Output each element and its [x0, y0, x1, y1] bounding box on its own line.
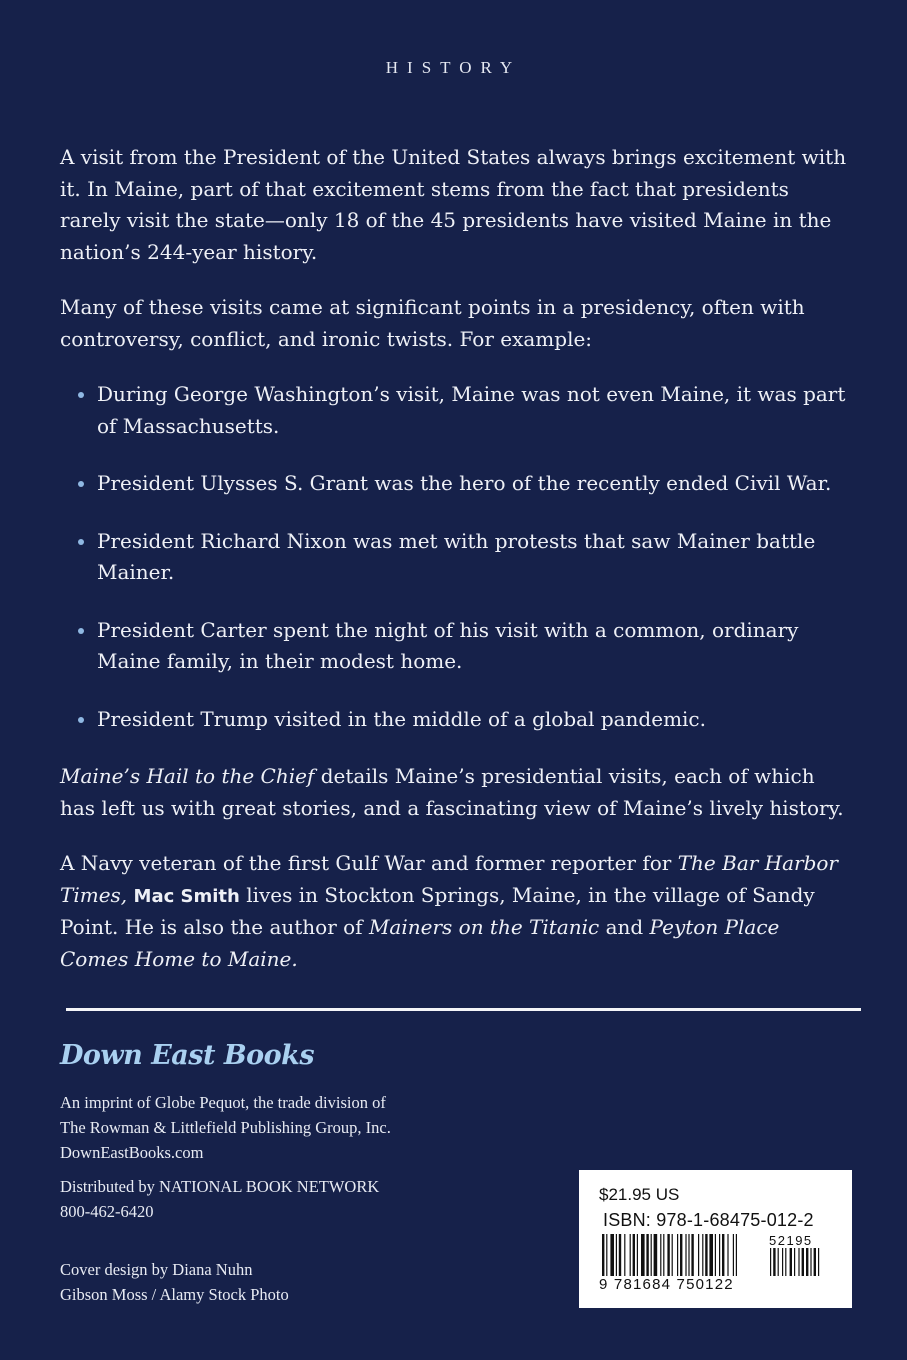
price-label: $21.95 US: [599, 1185, 680, 1204]
category-label: HISTORY: [385, 58, 522, 77]
other-book-title: Mainers on the Titanic: [368, 915, 600, 939]
list-item: President Ulysses S. Grant was the hero of the recently ended Civil War.: [97, 468, 852, 500]
bio-text: A Navy veteran of the first Gulf War and former reporter for: [60, 851, 678, 875]
imprint-line: An imprint of Globe Pequot, the trade division of: [60, 1093, 386, 1112]
other-book-title: Peyton Place Comes Home to Maine.: [60, 915, 780, 971]
barcode-digits: 9 781684 750122: [599, 1276, 734, 1293]
newspaper-title: The Bar Harbor Times,: [60, 851, 838, 907]
divider: [66, 1008, 861, 1011]
distributor-line: Distributed by NATIONAL BOOK NETWORK: [60, 1177, 380, 1196]
distributor-phone: 800-462-6420: [60, 1202, 154, 1221]
publisher-logo: Down East Books: [60, 1040, 315, 1071]
cover-credits: [60, 1257, 530, 1307]
isbn-label: ISBN: 978-1-68475-012-2: [603, 1210, 814, 1230]
author-name: Mac Smith: [133, 885, 240, 907]
back-cover-description: [60, 142, 852, 999]
bio-text: and: [599, 915, 650, 939]
list-item: President Carter spent the night of his visit with a common, ordinary Maine family, in their modest home.: [97, 615, 852, 678]
publisher-info: [60, 1090, 530, 1224]
intro-paragraph: A visit from the President of the United States always brings excitement with it. In Maine, part of that excitement stems from the fact that presidents rarely visit the state—only 18 of the 45 presidents have visited Maine in the nation’s 244-year history.: [60, 145, 847, 264]
credit-line: Cover design by Diana Nuhn: [60, 1260, 253, 1279]
examples-list: [60, 379, 852, 735]
list-item: During George Washington’s visit, Maine was not even Maine, it was part of Massachusetts.: [97, 379, 852, 442]
summary-text: details Maine’s presidential visits, each of which has left us with great stories, and a fascinating view of Maine’s lively history.: [60, 764, 844, 820]
intro-paragraph-2: Many of these visits came at significant points in a presidency, often with controversy, conflict, and ironic twists. For example:: [60, 295, 805, 351]
barcode-panel: [579, 1170, 852, 1308]
bio-text: lives in Stockton Springs, Maine, in the village of Sandy Point. He is also the author of: [60, 882, 815, 939]
summary-paragraph: [60, 761, 852, 824]
credit-line: Gibson Moss / Alamy Stock Photo: [60, 1285, 289, 1304]
author-bio: [60, 848, 852, 975]
publisher-website: DownEastBooks.com: [60, 1143, 204, 1162]
book-title: Maine’s Hail to the Chief: [60, 764, 315, 788]
list-item: President Richard Nixon was met with protests that saw Mainer battle Mainer.: [97, 526, 852, 589]
list-item: President Trump visited in the middle of a global pandemic.: [97, 704, 852, 736]
barcode-addon-digits: 52195: [769, 1233, 813, 1248]
imprint-line: The Rowman & Littlefield Publishing Group, Inc.: [60, 1118, 391, 1137]
